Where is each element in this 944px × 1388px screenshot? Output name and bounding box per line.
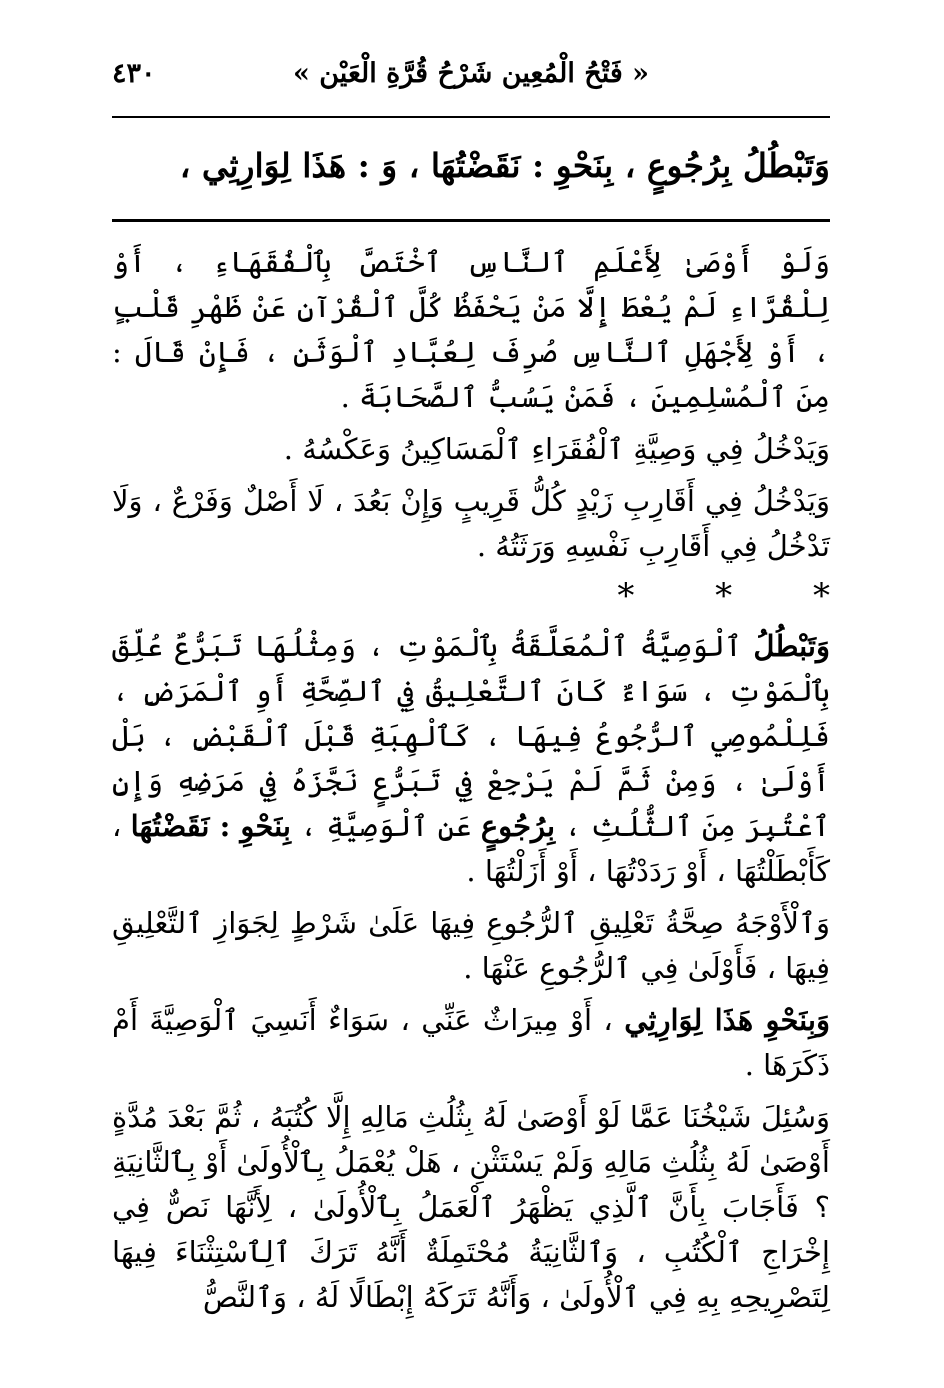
section-separator: * * * xyxy=(617,576,830,616)
paragraph-4-text-a: ٱلْوَصِيَّةُ ٱلْمُعَلَّقَةُ بِٱلْمَوْتِ ، وَمِثْلُهَا تَبَرُّعٌ عُلِّقَ بِٱلْمَوْتِ ، سَوَاءٌ كَانَ ٱلتَّعْلِيقُ فِي ٱلصِّحَّةِ أَوِ ٱلْمَرَضِ ، فَلِلْمُوصِي ٱلرُّجُوعُ فِيهَا ، كَٱلْهِبَةِ قَبْلَ ٱلْقَبْضِ ، بَلْ أَوْلَىٰ ، وَمِنْ ثَمَّ لَمْ يَرْجِعْ فِي تَبَرُّعٍ نَجَّزَهُ فِي مَرَضِهِ وَإِنِ ٱعْتُبِرَ مِنَ ٱلثُّلُثِ ، xyxy=(112,629,831,843)
commentary-body xyxy=(112,240,830,1327)
matn-quote-rujoo: بِرُجُوعٍ xyxy=(480,809,556,843)
paragraph-6-text: ، أَوْ مِيرَاثٌ عَنِّي ، سَوَاءٌ أَنَسِيَ ٱلْوَصِيَّةَ أَمْ ذَكَرَهَا . xyxy=(112,1003,830,1082)
page-header xyxy=(112,52,830,104)
matn-quote-lead: وَتَبْطُلُ xyxy=(753,629,830,663)
paragraph-5: وَٱلْأَوْجَهُ صِحَّةُ تَعْلِيقِ ٱلرُّجُوعِ فِيهَا عَلَىٰ شَرْطٍ لِجَوَازِ ٱلتَّعْلِيقِ فِيهَا ، فَأَوْلَىٰ فِي ٱلرُّجُوعِ عَنْهَا . xyxy=(112,906,830,985)
running-title: « فَتْحُ الْمُعِين شَرْحُ قُرَّةِ الْعَيْن » xyxy=(292,58,650,89)
paragraph-2: وَيَدْخُلُ فِي وَصِيَّةِ ٱلْفُقَرَاءِ ٱلْمَسَاكِينُ وَعَكْسُهُ . xyxy=(283,432,830,466)
paragraph-6 xyxy=(112,998,830,1088)
paragraph-4 xyxy=(112,624,830,894)
matn-divider xyxy=(112,219,830,222)
header-divider xyxy=(112,116,830,118)
paragraph-4-text-c: عَنِ ٱلْوَصِيَّةِ ، xyxy=(290,809,481,843)
paragraph-4-text-e: ، كَأَبْطَلْتُهَا ، أَوْ رَدَدْتُهَا ، أَوْ أَزَلْتُهَا . xyxy=(112,809,830,888)
matn-quote-warith: وَبِنَحْوِ هَذَا لِوَارِثِي xyxy=(624,1003,830,1037)
paragraph-1: وَلَوْ أَوْصَىٰ لِأَعْلَمِ ٱلنَّاسِ ٱخْتَصَّ بِٱلْفُقَهَاءِ ، أَوْ لِلْقُرَّاءِ لَمْ يُعْطَ إِلَّا مَنْ يَحْفَظُ كُلَّ ٱلْقُرْآنِ عَنْ ظَهْرِ قَلْبٍ ، أَوْ لِأَجْهَلِ ٱلنَّاسِ صُرِفَ لِعُبَّادِ ٱلْوَثَنِ ، فَإِنْ قَالَ : مِنَ ٱلْمُسْلِمِينَ ، فَمَنْ يَسُبُّ ٱلصَّحَابَةَ . xyxy=(112,245,830,414)
matn-text: وَتَبْطُلُ بِرُجُوعٍ ، بِنَحْوِ : نَقَضْتُهَا ، وَ : هَذَا لِوَارِثِي ، xyxy=(179,146,830,185)
matn-quote-naqadtuha: بِنَحْوِ : نَقَضْتُهَا xyxy=(130,809,291,843)
paragraph-7: وَسُئِلَ شَيْخُنَا عَمَّا لَوْ أَوْصَىٰ لَهُ بِثُلُثِ مَالِهِ إِلَّا كُتُبَهُ ، ثُمَّ بَعْدَ مُدَّةٍ أَوْصَىٰ لَهُ بِثُلُثِ مَالِهِ وَلَمْ يَسْتَثْنِ ، هَلْ يُعْمَلُ بِٱلْأُولَىٰ أَوْ بِٱلثَّانِيَةِ ؟ فَأَجَابَ بِأَنَّ ٱلَّذِي يَظْهَرُ ٱلْعَمَلُ بِٱلْأُولَىٰ ، لِأَنَّهَا نَصٌّ فِي إِخْرَاجِ ٱلْكُتُبِ ، وَٱلثَّانِيَةُ مُحْتَمِلَةٌ أَنَّهُ تَرَكَ ٱلِٱسْتِثْنَاءَ فِيهَا لِتَصْرِيحِهِ بِهِ فِي ٱلْأُولَىٰ ، وَأَنَّهُ تَرَكَهُ إِبْطَالًا لَهُ ، وَٱلنَّصُّ xyxy=(112,1100,830,1314)
paragraph-3: وَيَدْخُلُ فِي أَقَارِبِ زَيْدٍ كُلُّ قَرِيبٍ وَإِنْ بَعُدَ ، لَا أَصْلٌ وَفَرْعٌ ، وَلَا تَدْخُلُ فِي أَقَارِبِ نَفْسِهِ وَرَثَتُهُ . xyxy=(112,484,830,563)
page-number: ٤٣٠ xyxy=(112,58,156,89)
